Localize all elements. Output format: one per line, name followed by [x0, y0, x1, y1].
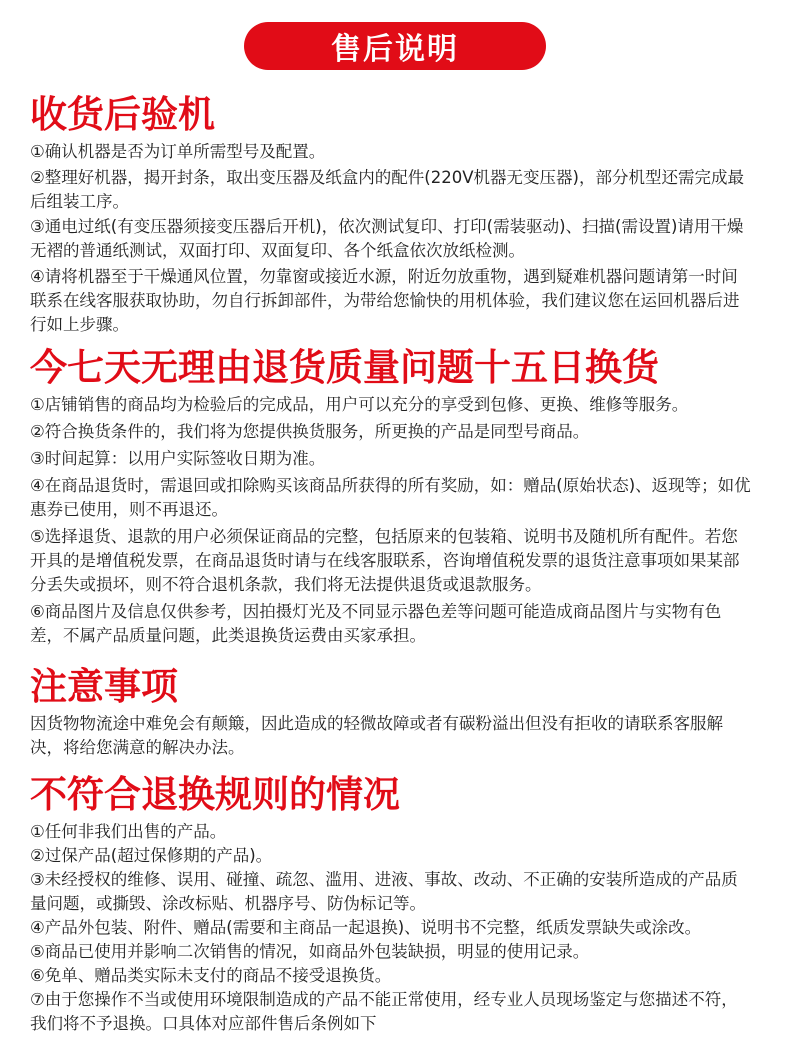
list-item: ⑤选择退货、退款的用户必须保证商品的完整，包括原来的包装箱、说明书及随机所有配件。若您开具的是增值税发票，在商品退货时请与在线客服联系，咨询增值税发票的退货注意事项如果某部分丢失或损坏，则不符合退机条款，我们将无法提供退货或退款服务。 [30, 526, 740, 594]
item-list [30, 712, 754, 760]
list-item: ⑦由于您操作不当或使用环境限制造成的产品不能正常使用，经专业人员现场鉴定与您描述不符，我们将不予退换。口具体对应部件售后条例如下 [30, 989, 738, 1033]
list-item: ②过保产品(超过保修期的产品)。 [30, 845, 273, 865]
list-item: ③通电过纸(有变压器须接变压器后开机)，依次测试复印、打印(需装驱动)、扫描(需设置)请用干燥无褶的普通纸测试，双面打印、双面复印、各个纸盒依次放纸检测。 [30, 217, 744, 260]
list-item: ④请将机器至于干燥通风位置，勿靠窗或接近水源，附近勿放重物，遇到疑难机器问题请第一时间联系在线客服获取协助，勿自行拆卸部件，为带给您愉快的用机体验，我们建议您在运回机器后进行如上步骤。 [30, 266, 740, 334]
section-notes [30, 662, 754, 760]
list-item: ①任何非我们出售的产品。 [30, 821, 227, 841]
list-item: ②整理好机器，揭开封条，取出变压器及纸盒内的配件(220V机器无变压器)，部分机型还需完成最后组装工序。 [30, 167, 744, 211]
list-item: ①确认机器是否为订单所需型号及配置。 [30, 142, 326, 161]
section-inspection [30, 90, 754, 337]
content [0, 90, 790, 1036]
list-item: ③未经授权的维修、误用、碰撞、疏忽、滥用、进液、事故、改动、不正确的安装所造成的产品质量问题，或撕毁、涂改标贴、机器序号、防伪标记等。 [30, 869, 738, 913]
list-item: ③时间起算：以用户实际签收日期为准。 [30, 448, 326, 468]
item-list [30, 820, 754, 1036]
item-list [30, 393, 754, 648]
header [0, 0, 790, 76]
section-title: 收货后验机 [30, 93, 215, 136]
section-title: 注意事项 [30, 664, 178, 708]
list-item: ④产品外包装、附件、赠品(需要和主商品一起退换)、说明书不完整，纸质发票缺失或涂改。 [30, 917, 702, 937]
list-item: ①店铺销售的商品均为检验后的完成品，用户可以充分的享受到包修、更换、维修等服务。 [30, 394, 689, 414]
list-item: 因货物物流途中难免会有颠簸，因此造成的轻微故障或者有碳粉溢出但没有拒收的请联系客服解决，将给您满意的解决办法。 [30, 713, 723, 757]
list-item: ②符合换货条件的，我们将为您提供换货服务，所更换的产品是同型号商品。 [30, 421, 590, 441]
section-title: 不符合退换规则的情况 [30, 772, 400, 816]
page-title-banner: 售后说明 [244, 22, 546, 70]
list-item: ⑥免单、赠品类实际未支付的商品不接受退换货。 [30, 965, 392, 985]
section-exclusions [30, 770, 754, 1036]
section-returns [30, 343, 754, 648]
list-item: ⑤商品已使用并影响二次销售的情况，如商品外包装缺损，明显的使用记录。 [30, 941, 590, 961]
item-list [30, 140, 754, 337]
section-title: 今七天无理由退货质量问题十五日换货 [30, 345, 659, 389]
list-item: ④在商品退货时，需退回或扣除购买该商品所获得的所有奖励，如：赠品(原始状态)、返现等；如优惠券已使用，则不再退还。 [30, 475, 751, 519]
list-item: ⑥商品图片及信息仅供参考，因拍摄灯光及不同显示器色差等问题可能造成商品图片与实物有色差，不属产品质量问题，此类退换货运费由买家承担。 [30, 601, 722, 645]
